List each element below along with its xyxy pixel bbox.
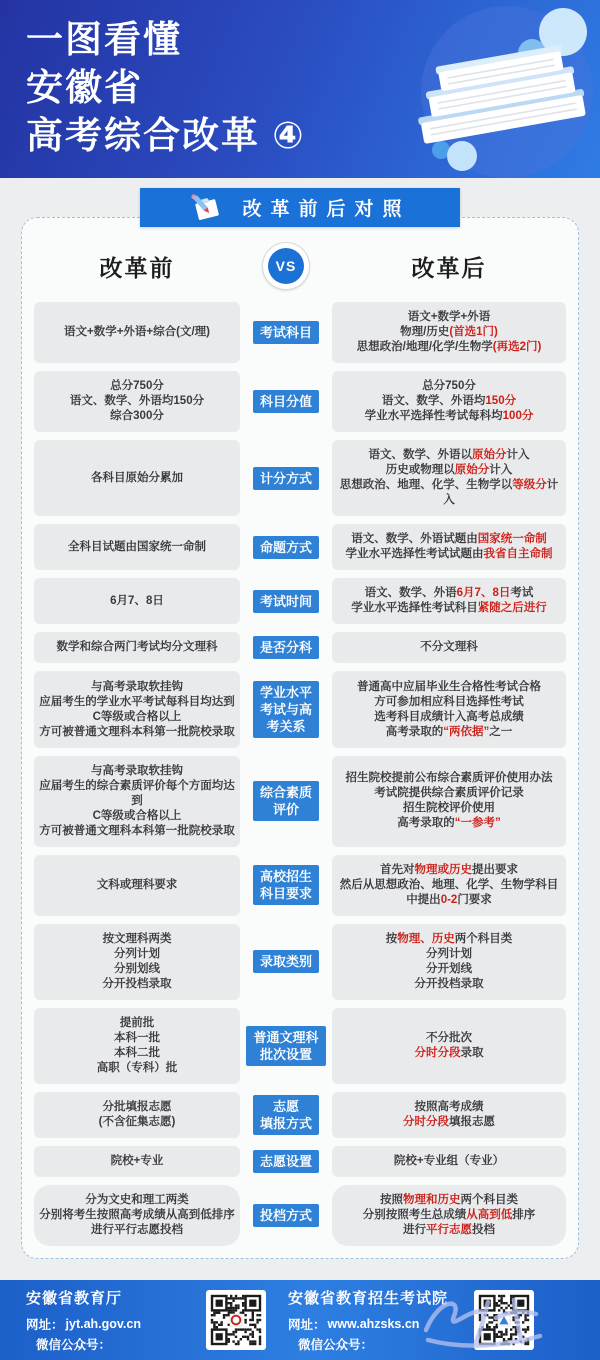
- section-banner: [140, 188, 460, 227]
- poster-title: [26, 16, 306, 160]
- footer-right-wechat-label: 微信公众号：: [298, 1338, 374, 1352]
- qr-code-left: [206, 1290, 266, 1350]
- after-cell: 首先对物理或历史提出要求 然后从思想政治、地理、化学、生物学科目 中提出0-2门要求: [332, 855, 566, 916]
- before-cell: 语文+数学+外语+综合(文/理): [34, 302, 240, 363]
- footer-left-block: [26, 1287, 198, 1353]
- before-cell: 与高考录取软挂钩 应届考生的学业水平考试每科目均达到 C等级或合格以上 方可被普通文理科本科第一批院校录取: [34, 671, 240, 747]
- category-label: 计分方式: [253, 467, 319, 490]
- table-row: [34, 440, 566, 516]
- table-row: [34, 524, 566, 570]
- category-label: 命题方式: [253, 536, 319, 559]
- category-label: 学业水平 考试与高 考关系: [253, 681, 319, 738]
- footer-left-site-label: 网址：: [26, 1318, 64, 1332]
- title-line-1: 一图看懂: [26, 19, 182, 60]
- after-cell: 招生院校提前公布综合素质评价使用办法 考试院提供综合素质评价记录 招生院校评价使用 高考录取的“一参考”: [332, 756, 566, 847]
- after-cell: 按照高考成绩 分时分段填报志愿: [332, 1092, 566, 1138]
- footer: [0, 1280, 600, 1360]
- comparison-section: [0, 178, 600, 1280]
- comparison-card: [21, 217, 579, 1259]
- clipboard-pencil-icon: [189, 194, 221, 222]
- after-cell: 不分批次 分时分段录取: [332, 1008, 566, 1084]
- footer-right-block: [288, 1287, 466, 1353]
- title-line-2: 安徽省: [26, 67, 143, 108]
- banner-label: 改革前后对照: [242, 199, 411, 220]
- table-row: [34, 302, 566, 363]
- after-cell: 院校+专业组（专业）: [332, 1146, 566, 1177]
- after-cell: 语文、数学、外语试题由国家统一命制 学业水平选择性考试试题由我省自主命制: [332, 524, 566, 570]
- before-cell: 按文理科两类 分列计划 分别划线 分开投档录取: [34, 924, 240, 1000]
- footer-right-site-label: 网址：: [288, 1318, 326, 1332]
- after-cell: 总分750分 语文、数学、外语均150分 学业水平选择性考试每科均100分: [332, 371, 566, 432]
- category-label: 科目分值: [253, 390, 319, 413]
- header: [0, 0, 600, 178]
- footer-left-contact: [26, 1315, 198, 1353]
- table-row: [34, 671, 566, 747]
- footer-right-org: 安徽省教育招生考试院: [288, 1290, 449, 1307]
- table-row: [34, 1092, 566, 1138]
- before-column-header: 改革前: [99, 254, 175, 281]
- comparison-rows: [34, 302, 566, 1246]
- table-header-row: [34, 238, 566, 294]
- qr-code-right: [474, 1290, 534, 1350]
- before-cell: 文科或理科要求: [34, 855, 240, 916]
- footer-right-contact: [288, 1315, 466, 1353]
- table-row: [34, 371, 566, 432]
- category-label: 志愿设置: [253, 1150, 319, 1173]
- table-row: [34, 924, 566, 1000]
- books-illustration: [355, 0, 600, 178]
- after-cell: 按物理、历史两个科目类 分列计划 分开划线 分开投档录取: [332, 924, 566, 1000]
- after-cell: 语文+数学+外语 物理/历史(首选1门) 思想政治/地理/化学/生物学(再选2门): [332, 302, 566, 363]
- vs-label: VS: [268, 248, 304, 284]
- before-cell: 数学和综合两门考试均分文理科: [34, 632, 240, 663]
- before-cell: 总分750分 语文、数学、外语均150分 综合300分: [34, 371, 240, 432]
- category-label: 综合素质 评价: [253, 781, 319, 821]
- after-cell: 不分文理科: [332, 632, 566, 663]
- before-cell: 与高考录取软挂钩 应届考生的综合素质评价每个方面均达到 C等级或合格以上 方可被普通文理科本科第一批院校录取: [34, 756, 240, 847]
- title-line-3: 高考综合改革 ④: [26, 115, 306, 156]
- after-cell: 语文、数学、外语以原始分计入 历史或物理以原始分计入 思想政治、地理、化学、生物学以等级分计入: [332, 440, 566, 516]
- after-cell: 普通高中应届毕业生合格性考试合格 方可参加相应科目选择性考试 选考科目成绩计入高考总成绩 高考录取的“两依据”之一: [332, 671, 566, 747]
- category-label: 是否分科: [253, 636, 319, 659]
- table-row: [34, 1008, 566, 1084]
- table-row: [34, 756, 566, 847]
- table-row: [34, 1146, 566, 1177]
- category-label: 考试时间: [253, 590, 319, 613]
- category-label: 投档方式: [253, 1204, 319, 1227]
- table-row: [34, 578, 566, 624]
- category-label: 高校招生 科目要求: [253, 865, 319, 905]
- before-cell: 分批填报志愿 (不含征集志愿): [34, 1092, 240, 1138]
- before-cell: 提前批 本科一批 本科二批 高职（专科）批: [34, 1008, 240, 1084]
- before-cell: 6月7、8日: [34, 578, 240, 624]
- footer-right-site: www.ahzsks.cn: [327, 1317, 420, 1331]
- table-row: [34, 632, 566, 663]
- before-cell: 全科目试题由国家统一命制: [34, 524, 240, 570]
- table-row: [34, 855, 566, 916]
- footer-left-wechat-label: 微信公众号：: [36, 1338, 112, 1352]
- footer-left-site: jyt.ah.gov.cn: [65, 1317, 141, 1331]
- after-cell: 按照物理和历史两个科目类 分别按照考生总成绩从高到低排序 进行平行志愿投档: [332, 1185, 566, 1246]
- after-column-header: 改革后: [411, 254, 487, 281]
- footer-left-org: 安徽省教育厅: [26, 1290, 123, 1307]
- after-cell: 语文、数学、外语6月7、8日考试 学业水平选择性考试科目紧随之后进行: [332, 578, 566, 624]
- category-label: 考试科目: [253, 321, 319, 344]
- table-row: [34, 1185, 566, 1246]
- category-label: 录取类别: [253, 950, 319, 973]
- vs-badge: [262, 242, 310, 290]
- before-cell: 院校+专业: [34, 1146, 240, 1177]
- category-label: 普通文理科 批次设置: [246, 1026, 325, 1066]
- category-label: 志愿 填报方式: [253, 1095, 319, 1135]
- before-cell: 各科目原始分累加: [34, 440, 240, 516]
- before-cell: 分为文史和理工两类 分别将考生按照高考成绩从高到低排序 进行平行志愿投档: [34, 1185, 240, 1246]
